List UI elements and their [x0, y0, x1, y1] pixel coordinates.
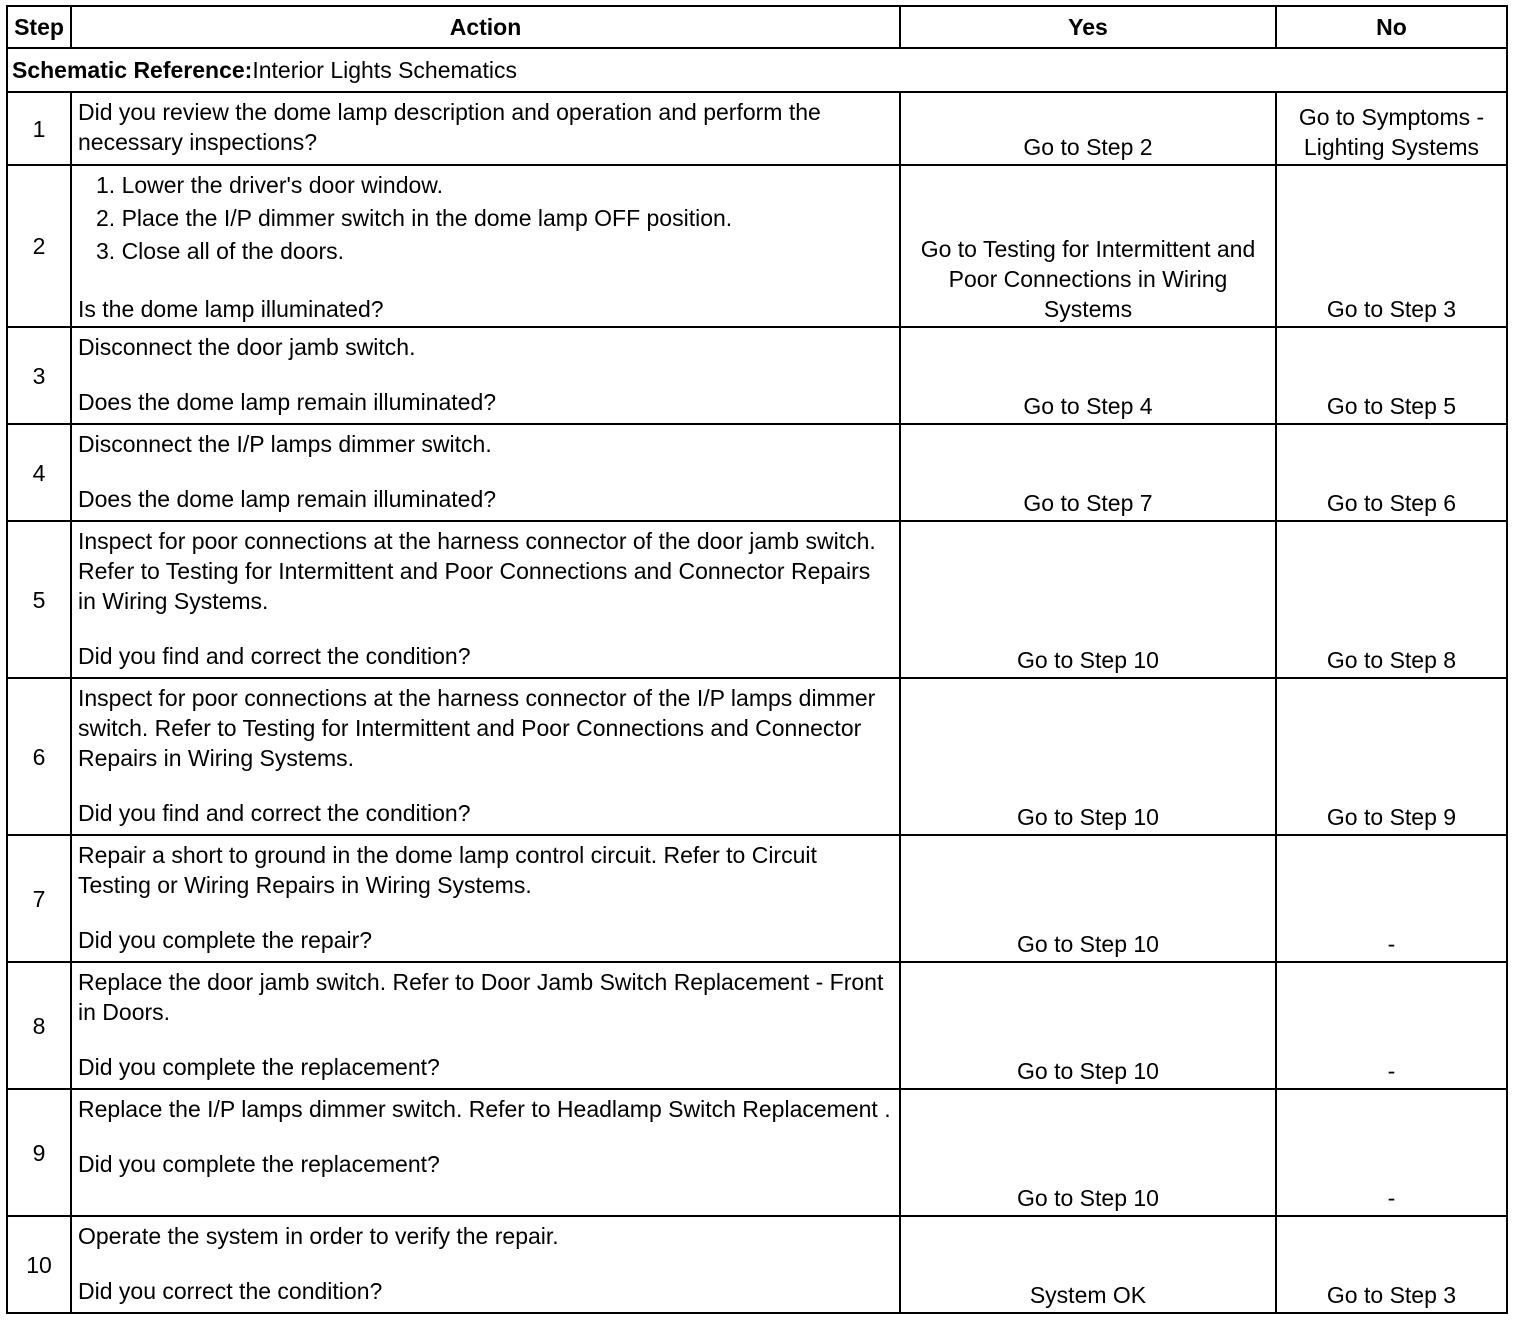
yes-cell[interactable]: Go to Step 10	[900, 1089, 1276, 1216]
action-question: Is the dome lamp illuminated?	[78, 296, 384, 322]
action-cell	[71, 1089, 900, 1216]
action-question: Did you find and correct the condition?	[78, 800, 471, 826]
table-row	[7, 1089, 1507, 1216]
table-row	[7, 1216, 1507, 1313]
yes-cell[interactable]: Go to Step 10	[900, 521, 1276, 678]
yes-cell[interactable]: Go to Step 10	[900, 962, 1276, 1089]
action-cell	[71, 962, 900, 1089]
no-cell[interactable]: Go to Step 6	[1276, 424, 1507, 521]
spacer	[78, 459, 893, 484]
step-number: 7	[7, 835, 71, 962]
spacer	[78, 1124, 893, 1149]
table-row	[7, 424, 1507, 521]
yes-cell[interactable]: Go to Step 2	[900, 92, 1276, 165]
table-row	[7, 92, 1507, 165]
action-instruction: Inspect for poor connections at the harness connector of the door jamb switch. Refer to Testing for Intermittent and Poor Connections and Connector Repairs in Wiring Systems.	[78, 528, 876, 614]
action-cell	[71, 835, 900, 962]
action-question: Does the dome lamp remain illuminated?	[78, 486, 497, 512]
step-number: 5	[7, 521, 71, 678]
instruction-item: 2. Place the I/P dimmer switch in the dome lamp OFF position.	[96, 205, 733, 231]
action-instruction: Inspect for poor connections at the harness connector of the I/P lamps dimmer switch. Refer to Testing for Intermittent and Poor Connections and Connector Repairs in Wiring Systems.	[78, 685, 876, 771]
action-cell	[71, 165, 900, 327]
step-number: 2	[7, 165, 71, 327]
action-question: Did you complete the repair?	[78, 927, 373, 953]
action-question: Did you find and correct the condition?	[78, 643, 471, 669]
yes-cell[interactable]: System OK	[900, 1216, 1276, 1313]
action-cell	[71, 327, 900, 424]
step-number: 3	[7, 327, 71, 424]
spacer	[78, 900, 893, 925]
table-row	[7, 962, 1507, 1089]
step-number: 8	[7, 962, 71, 1089]
action-question: Did you review the dome lamp description and operation and perform the necessary inspections?	[78, 99, 821, 155]
no-cell[interactable]: -	[1276, 962, 1507, 1089]
action-question: Does the dome lamp remain illuminated?	[78, 389, 497, 415]
no-cell[interactable]: -	[1276, 1089, 1507, 1216]
spacer	[78, 773, 893, 798]
no-cell[interactable]: Go to Step 3	[1276, 1216, 1507, 1313]
action-cell	[71, 92, 900, 165]
step-number: 10	[7, 1216, 71, 1313]
table-row	[7, 835, 1507, 962]
step-number: 9	[7, 1089, 71, 1216]
action-cell	[71, 678, 900, 835]
spacer	[78, 269, 893, 294]
action-question: Did you complete the replacement?	[78, 1151, 440, 1177]
spacer	[78, 1027, 893, 1052]
table-row	[7, 327, 1507, 424]
yes-cell[interactable]: Go to Step 10	[900, 835, 1276, 962]
no-cell[interactable]: Go to Step 8	[1276, 521, 1507, 678]
instruction-item: 3. Close all of the doors.	[96, 238, 345, 264]
table-row	[7, 678, 1507, 835]
no-cell[interactable]: -	[1276, 835, 1507, 962]
header-yes: Yes	[900, 6, 1276, 48]
header-action: Action	[71, 6, 900, 48]
no-cell[interactable]: Go to Step 5	[1276, 327, 1507, 424]
schematic-reference-label: Schematic Reference:	[12, 57, 253, 83]
no-cell[interactable]: Go to Step 3	[1276, 165, 1507, 327]
action-instruction: Replace the door jamb switch. Refer to Door Jamb Switch Replacement - Front in Doors.	[78, 969, 884, 1025]
yes-cell[interactable]: Go to Step 10	[900, 678, 1276, 835]
yes-cell[interactable]: Go to Step 7	[900, 424, 1276, 521]
table-row	[7, 165, 1507, 327]
step-number: 1	[7, 92, 71, 165]
action-question: Did you correct the condition?	[78, 1278, 383, 1304]
action-instruction: Replace the I/P lamps dimmer switch. Refer to Headlamp Switch Replacement .	[78, 1096, 891, 1122]
table-row	[7, 521, 1507, 678]
yes-cell[interactable]: Go to Step 4	[900, 327, 1276, 424]
header-no: No	[1276, 6, 1507, 48]
action-cell	[71, 1216, 900, 1313]
header-step: Step	[7, 6, 71, 48]
action-instruction-list	[78, 170, 893, 266]
action-cell	[71, 521, 900, 678]
instruction-item: 1. Lower the driver's door window.	[96, 172, 444, 198]
action-instruction: Disconnect the door jamb switch.	[78, 334, 416, 360]
spacer	[78, 616, 893, 641]
yes-cell[interactable]: Go to Testing for Intermittent and Poor Connections in Wiring Systems	[900, 165, 1276, 327]
step-number: 6	[7, 678, 71, 835]
no-cell[interactable]: Go to Step 9	[1276, 678, 1507, 835]
spacer	[78, 1251, 893, 1276]
action-question: Did you complete the replacement?	[78, 1054, 440, 1080]
action-instruction: Disconnect the I/P lamps dimmer switch.	[78, 431, 492, 457]
action-instruction: Repair a short to ground in the dome lamp control circuit. Refer to Circuit Testing or Wiring Repairs in Wiring Systems.	[78, 842, 817, 898]
action-cell	[71, 424, 900, 521]
schematic-reference-row	[7, 48, 1507, 92]
table-header-row	[7, 6, 1507, 48]
step-number: 4	[7, 424, 71, 521]
schematic-reference-cell	[7, 48, 1507, 92]
no-cell[interactable]: Go to Symptoms - Lighting Systems	[1276, 92, 1507, 165]
action-instruction: Operate the system in order to verify the repair.	[78, 1223, 559, 1249]
spacer	[78, 362, 893, 387]
diagnostic-table	[6, 5, 1508, 1314]
schematic-reference-link[interactable]: Interior Lights Schematics	[252, 57, 517, 83]
